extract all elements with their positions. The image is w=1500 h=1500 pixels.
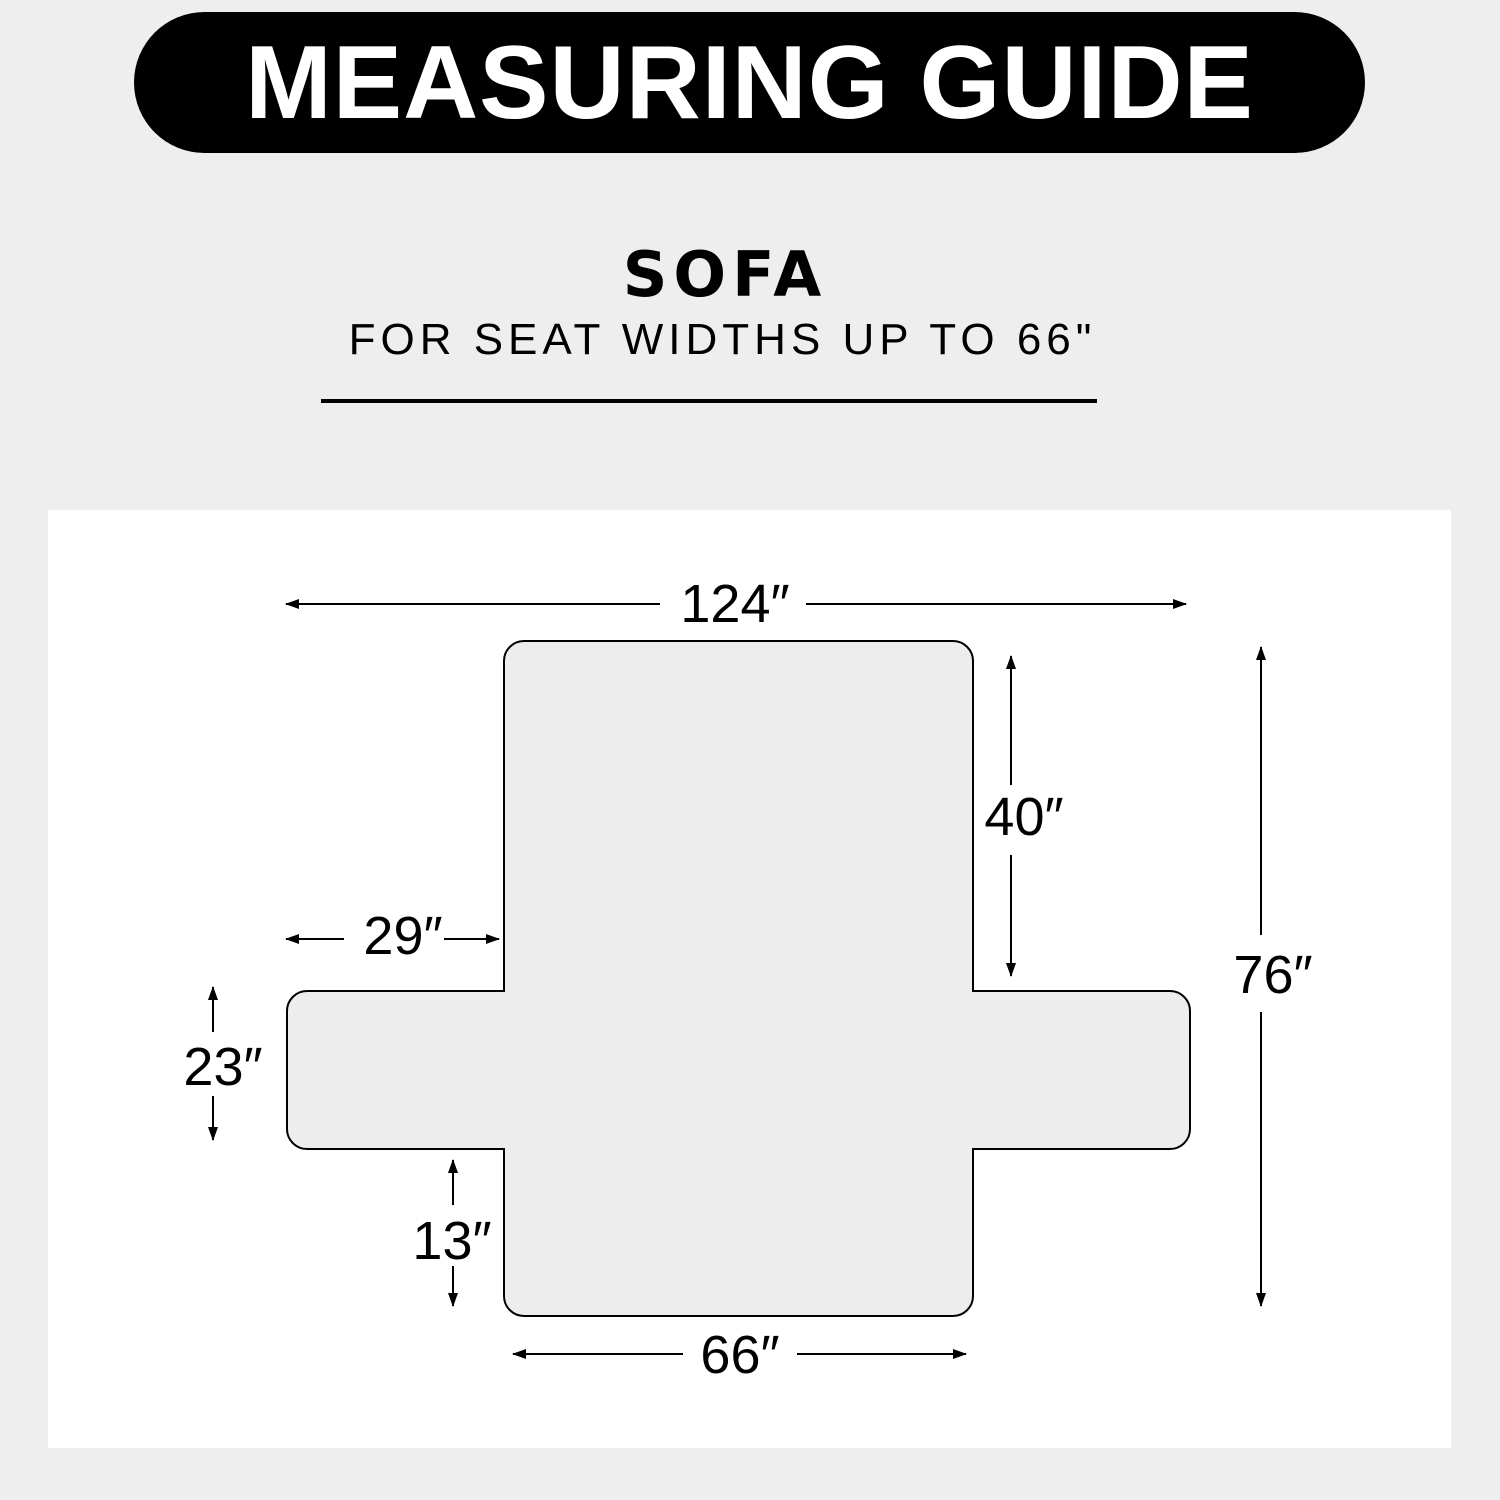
product-name: SOFA: [622, 238, 828, 311]
page-title: MEASURING GUIDE: [245, 24, 1254, 141]
arm-height-label: 23″: [183, 1037, 263, 1097]
seat-front-drop-label: 13″: [412, 1211, 492, 1271]
arm-width-label: 29″: [363, 906, 443, 966]
total-height-label: 76″: [1233, 945, 1313, 1005]
backrest-height-label: 40″: [984, 787, 1064, 847]
total-width-label: 124″: [680, 574, 790, 634]
seat-width-label: 66″: [700, 1325, 780, 1385]
product-subtitle: FOR SEAT WIDTHS UP TO 66": [348, 315, 1097, 364]
